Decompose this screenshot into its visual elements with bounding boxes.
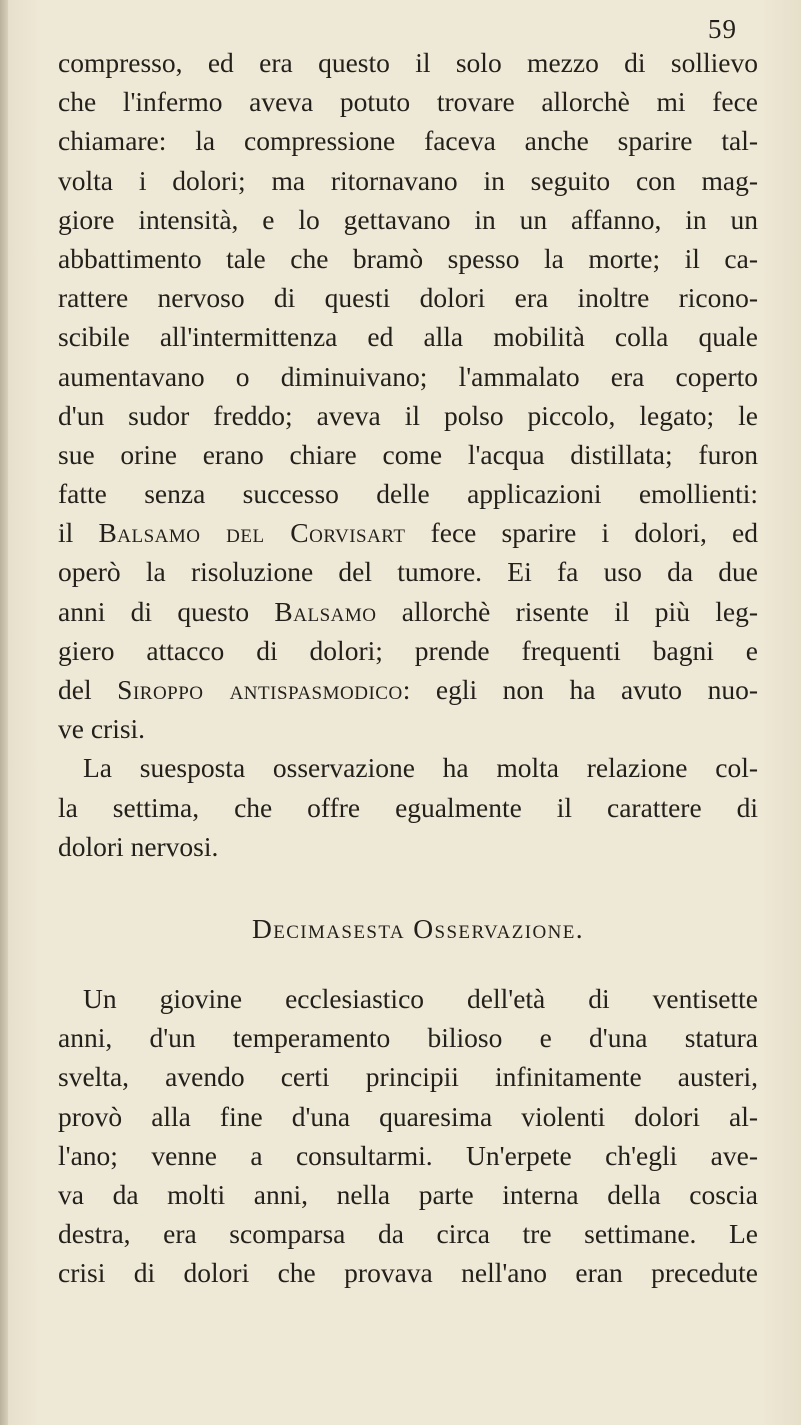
text-line: sue orine erano chiare come l'acqua distillata; furon <box>58 438 758 470</box>
text-line: operò la risoluzione del tumore. Ei fa uso da due <box>58 556 758 588</box>
text-line: Un giovine ecclesiastico dell'età di ventisette <box>83 982 758 1014</box>
text-line: La suesposta osservazione ha molta relazione col- <box>83 752 758 784</box>
page-text <box>58 43 758 1292</box>
remedy-name-balsamo-corvisart: Balsamo del Corvisart <box>98 517 406 549</box>
text-line: la settima, che offre egualmente il carattere di <box>58 791 758 823</box>
text-fragment: fece sparire i dolori, ed <box>405 517 758 549</box>
page-number: 59 <box>708 14 737 44</box>
text-fragment: del <box>58 674 118 705</box>
text-line: che l'infermo aveva potuto trovare allorchè mi fece <box>58 86 758 118</box>
remedy-name-balsamo: Balsamo <box>274 595 377 627</box>
text-line: provò alla fine d'una quaresima violenti dolori al- <box>58 1100 758 1132</box>
text-fragment: anni di questo <box>58 595 275 627</box>
text-line: rattere nervoso di questi dolori era inoltre ricono- <box>58 282 758 314</box>
text-line: fatte senza successo delle applicazioni emollienti: <box>58 478 758 510</box>
text-line: chiamare: la compressione faceva anche sparire tal- <box>58 125 758 157</box>
text-line: volta i dolori; ma ritornavano in seguito con mag- <box>58 164 758 196</box>
text-fragment: allorchè risente il più leg- <box>376 595 758 627</box>
text-line: svelta, avendo certi principii infinitamente austeri, <box>58 1061 758 1093</box>
text-fragment: : egli non ha avuto nuo- <box>402 674 758 705</box>
section-spacer <box>58 866 758 905</box>
text-line: d'un sudor freddo; aveva il polso piccolo, legato; le <box>58 399 758 431</box>
text-line: dolori nervosi. <box>58 830 219 862</box>
text-line: giero attacco di dolori; prende frequenti bagni e <box>58 634 758 666</box>
page-gutter <box>0 0 8 1425</box>
text-line <box>58 670 758 709</box>
remedy-name-siroppo: Siroppo antispasmodico <box>117 674 403 705</box>
text-line <box>58 513 758 552</box>
text-line: scibile all'intermittenza ed alla mobilità colla quale <box>58 321 758 353</box>
text-line: crisi di dolori che provava nell'ano eran precedute <box>58 1257 758 1289</box>
text-line: aumentavano o diminuivano; l'ammalato era coperto <box>58 360 758 392</box>
text-line: va da molti anni, nella parte interna della coscia <box>58 1178 758 1210</box>
text-line: abbattimento tale che bramò spesso la morte; il ca- <box>58 242 758 274</box>
text-line: giore intensità, e lo gettavano in un affanno, in un <box>58 203 758 235</box>
text-line: l'ano; venne a consultarmi. Un'erpete ch'egli ave- <box>58 1139 758 1171</box>
section-heading: Decimasesta Osservazione. <box>251 912 585 944</box>
section-spacer <box>58 952 758 979</box>
text-line: destra, era scomparsa da circa tre settimane. Le <box>58 1218 758 1250</box>
text-line: ve crisi. <box>58 713 146 745</box>
text-line <box>58 592 758 631</box>
text-line: compresso, ed era questo il solo mezzo di sollievo <box>58 47 758 78</box>
text-line: anni, d'un temperamento bilioso e d'una statura <box>58 1022 758 1054</box>
text-fragment: il <box>58 517 99 549</box>
